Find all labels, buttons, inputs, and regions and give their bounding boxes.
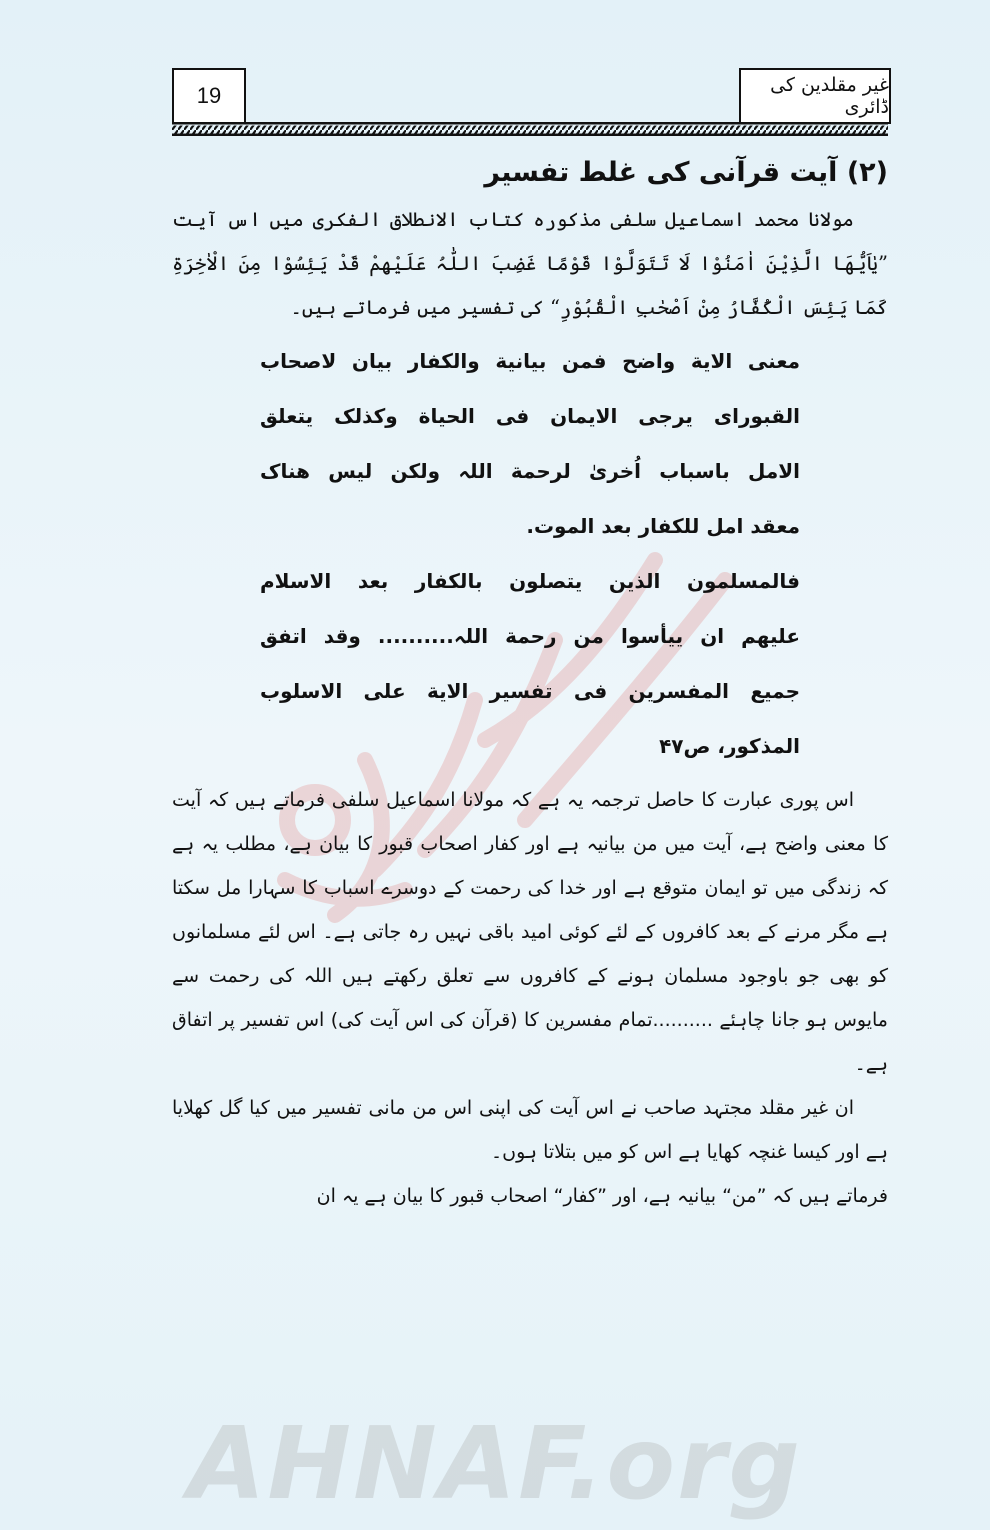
- site-watermark: AHNAF.org: [188, 1405, 802, 1522]
- arabic-quote-line: فالمسلمون الذین یتصلون بالکفار بعد الاسلام: [260, 569, 800, 593]
- page-number-text: 19: [196, 83, 222, 108]
- arabic-quotation: [260, 334, 800, 774]
- commentary-paragraph: ان غیر مقلد مجتہد صاحب نے اس آیت کی اپنی اس من مانی تفسیر میں کیا گل کھلایا ہے اور کیسا غنچہ کھایا ہے اس کو میں بتلاتا ہوں۔: [172, 1097, 888, 1163]
- page-content: [172, 148, 888, 1218]
- arabic-quote-line: معقد امل للکفار بعد الموت.: [526, 514, 800, 538]
- book-title: [739, 68, 891, 124]
- arabic-quote-line: علیهم ان ییأسوا من رحمة اللہ.......... وقد اتفق: [260, 624, 800, 648]
- arabic-quote-line: الامل باسباب اُخریٰ لرحمة اللہ ولکن لیس هناک: [260, 459, 800, 483]
- closing-paragraph: فرماتے ہیں کہ ”من“ بیانیہ ہے، اور ”کفار“ اصحاب قبور کا بیان ہے یہ ان: [316, 1185, 888, 1207]
- intro-text: مولانا محمد اسماعیل سلفی مذکورہ کتاب الانطلاق الفکری میں اس آیت: [172, 208, 854, 231]
- quran-verse: ”یٰاَیُّھَا الَّذِیْنَ اٰمَنُوْا لَا تَتَوَلَّوْا قَوْمًا غَضِبَ اللّٰہُ عَلَیْھِمْ قَدْ یَئِسُوْا مِنَ الْاٰخِرَۃِ کَمَا یَئِسَ الْکُفَّارُ مِنْ اَصْحٰبِ الْقُبُوْرِ“: [172, 252, 888, 319]
- book-title-text: غیر مقلدین کی ڈائری: [770, 74, 889, 118]
- header-rule: [172, 122, 888, 136]
- arabic-quote-line: القبورای یرجی الایمان فی الحیاة وکذلک یتعلق: [260, 404, 800, 428]
- intro-paragraph: [172, 198, 888, 330]
- translation-paragraph: اس پوری عبارت کا حاصل ترجمہ یہ ہے کہ مولانا اسماعیل سلفی فرماتے ہیں کہ آیت کا معنی واضح ہے، آیت میں من بیانیہ ہے اور کفار اصحاب قبور کا بیان ہے، مطلب یہ ہے کہ زندگی میں تو ایمان متوقع ہے اور خدا کی رحمت کے دوسرے اسباب کا سہارا مل سکتا ہے مگر مرنے کے بعد کافروں کے لئے کوئی امید باقی نہیں رہ جاتی ہے۔ اس لئے مسلمانوں کو بھی جو باوجود مسلمان ہونے کے کافروں سے تعلق رکھتے ہیں اللہ کی رحمت سے مایوس ہو جانا چاہئے ..........تمام مفسرین کا (قرآن کی اس آیت کی) اس تفسیر پر اتفاق ہے۔: [172, 789, 888, 1075]
- verse-tail: کی تفسیر میں فرماتے ہیں۔: [290, 296, 550, 319]
- arabic-quote-line: معنی الایة واضح فمن بیانیة والکفار بیان لاصحاب: [260, 349, 800, 373]
- arabic-quote-line: المذکور، ص۴۷: [659, 734, 800, 758]
- arabic-quote-line: جمیع المفسرین فی تفسیر الایة علی الاسلوب: [260, 679, 800, 703]
- section-heading: (۲) آیت قرآنی کی غلط تفسیر: [484, 157, 888, 188]
- page-number: [172, 68, 246, 124]
